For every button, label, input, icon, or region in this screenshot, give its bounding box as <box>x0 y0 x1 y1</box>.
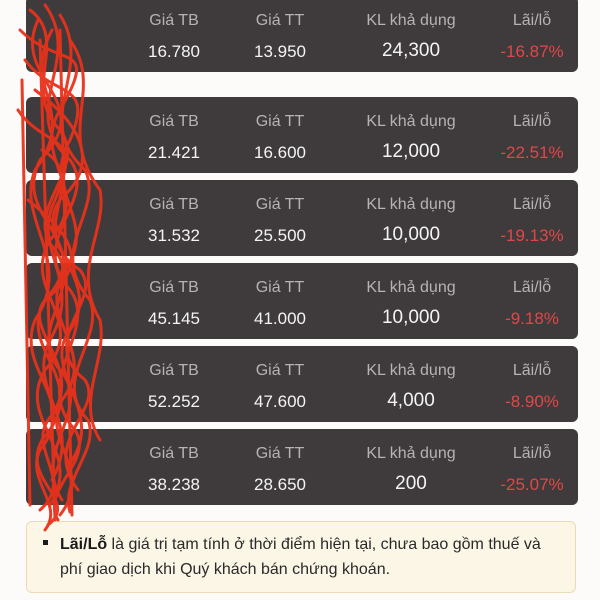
profit-loss-label: Lãi/lỗ <box>512 362 552 379</box>
avg-price-cell <box>114 180 234 256</box>
current-price-cell <box>220 263 340 339</box>
disclaimer-text <box>60 532 565 582</box>
available-qty-cell <box>336 97 486 173</box>
current-price-cell <box>220 429 340 505</box>
avg-price-value: 52.252 <box>148 392 200 411</box>
ticker-cell <box>32 263 102 339</box>
current-price-label: Giá TT <box>255 12 305 29</box>
profit-loss-cell <box>482 97 582 173</box>
available-qty-value: 200 <box>395 473 427 494</box>
holding-card[interactable] <box>26 429 578 505</box>
avg-price-cell <box>114 97 234 173</box>
current-price-cell <box>220 97 340 173</box>
disclaimer-body: là giá trị tạm tính ở thời điểm hiện tại, chưa bao gồm thuế và phí giao dịch khi Quý khách bán chứng khoán. <box>60 536 541 578</box>
available-qty-label: KL khả dụng <box>366 12 456 29</box>
available-qty-cell <box>336 0 486 72</box>
profit-loss-label: Lãi/lỗ <box>512 279 552 296</box>
avg-price-label: Giá TB <box>149 196 199 213</box>
current-price-label: Giá TT <box>255 196 305 213</box>
current-price-value: 41.000 <box>254 309 306 328</box>
available-qty-value: 24,300 <box>381 40 441 61</box>
avg-price-value: 31.532 <box>148 226 200 245</box>
available-qty-value: 10,000 <box>381 307 441 328</box>
avg-price-label: Giá TB <box>149 279 199 296</box>
profit-loss-label: Lãi/lỗ <box>512 12 552 29</box>
avg-price-label: Giá TB <box>149 12 199 29</box>
profit-loss-cell <box>482 346 582 422</box>
available-qty-value: 4,000 <box>387 390 435 411</box>
avg-price-value: 38.238 <box>148 475 200 494</box>
avg-price-value: 45.145 <box>148 309 200 328</box>
current-price-label: Giá TT <box>255 279 305 296</box>
current-price-label: Giá TT <box>255 445 305 462</box>
profit-loss-label: Lãi/lỗ <box>512 445 552 462</box>
available-qty-label: KL khả dụng <box>366 113 456 130</box>
holding-card[interactable] <box>26 180 578 256</box>
current-price-value: 25.500 <box>254 226 306 245</box>
avg-price-label: Giá TB <box>149 113 199 130</box>
profit-loss-cell <box>482 263 582 339</box>
profit-loss-cell <box>482 180 582 256</box>
current-price-value: 28.650 <box>254 475 306 494</box>
available-qty-value: 12,000 <box>381 141 441 162</box>
available-qty-label: KL khả dụng <box>366 279 456 296</box>
avg-price-value: 16.780 <box>148 42 200 61</box>
profit-loss-label: Lãi/lỗ <box>512 113 552 130</box>
profit-loss-value: -19.13% <box>500 226 564 245</box>
ticker-cell <box>32 97 102 173</box>
profit-loss-disclaimer <box>26 521 576 593</box>
avg-price-value: 21.421 <box>148 143 200 162</box>
profit-loss-label: Lãi/lỗ <box>512 196 552 213</box>
available-qty-value: 10,000 <box>381 224 441 245</box>
avg-price-cell <box>114 0 234 72</box>
current-price-cell <box>220 346 340 422</box>
profit-loss-value: -22.51% <box>500 143 564 162</box>
current-price-label: Giá TT <box>255 113 305 130</box>
current-price-value: 47.600 <box>254 392 306 411</box>
avg-price-cell <box>114 263 234 339</box>
available-qty-cell <box>336 263 486 339</box>
ticker-cell <box>32 180 102 256</box>
avg-price-label: Giá TB <box>149 445 199 462</box>
holding-card[interactable] <box>26 0 578 72</box>
available-qty-cell <box>336 346 486 422</box>
holding-card[interactable] <box>26 97 578 173</box>
bullet-icon <box>43 540 48 545</box>
profit-loss-value: -8.90% <box>505 392 559 411</box>
avg-price-label: Giá TB <box>149 362 199 379</box>
current-price-label: Giá TT <box>255 362 305 379</box>
profit-loss-value: -25.07% <box>500 475 564 494</box>
holding-card[interactable] <box>26 263 578 339</box>
current-price-value: 16.600 <box>254 143 306 162</box>
avg-price-cell <box>114 429 234 505</box>
holding-card[interactable] <box>26 346 578 422</box>
current-price-cell <box>220 0 340 72</box>
ticker-cell <box>32 429 102 505</box>
available-qty-label: KL khả dụng <box>366 362 456 379</box>
profit-loss-value: -9.18% <box>505 309 559 328</box>
available-qty-cell <box>336 429 486 505</box>
profit-loss-value: -16.87% <box>500 42 564 61</box>
available-qty-cell <box>336 180 486 256</box>
current-price-value: 13.950 <box>254 42 306 61</box>
avg-price-cell <box>114 346 234 422</box>
ticker-cell <box>32 346 102 422</box>
profit-loss-cell <box>482 0 582 72</box>
disclaimer-term: Lãi/Lỗ <box>60 536 108 553</box>
available-qty-label: KL khả dụng <box>366 196 456 213</box>
current-price-cell <box>220 180 340 256</box>
ticker-cell <box>32 0 102 72</box>
available-qty-label: KL khả dụng <box>366 445 456 462</box>
profit-loss-cell <box>482 429 582 505</box>
